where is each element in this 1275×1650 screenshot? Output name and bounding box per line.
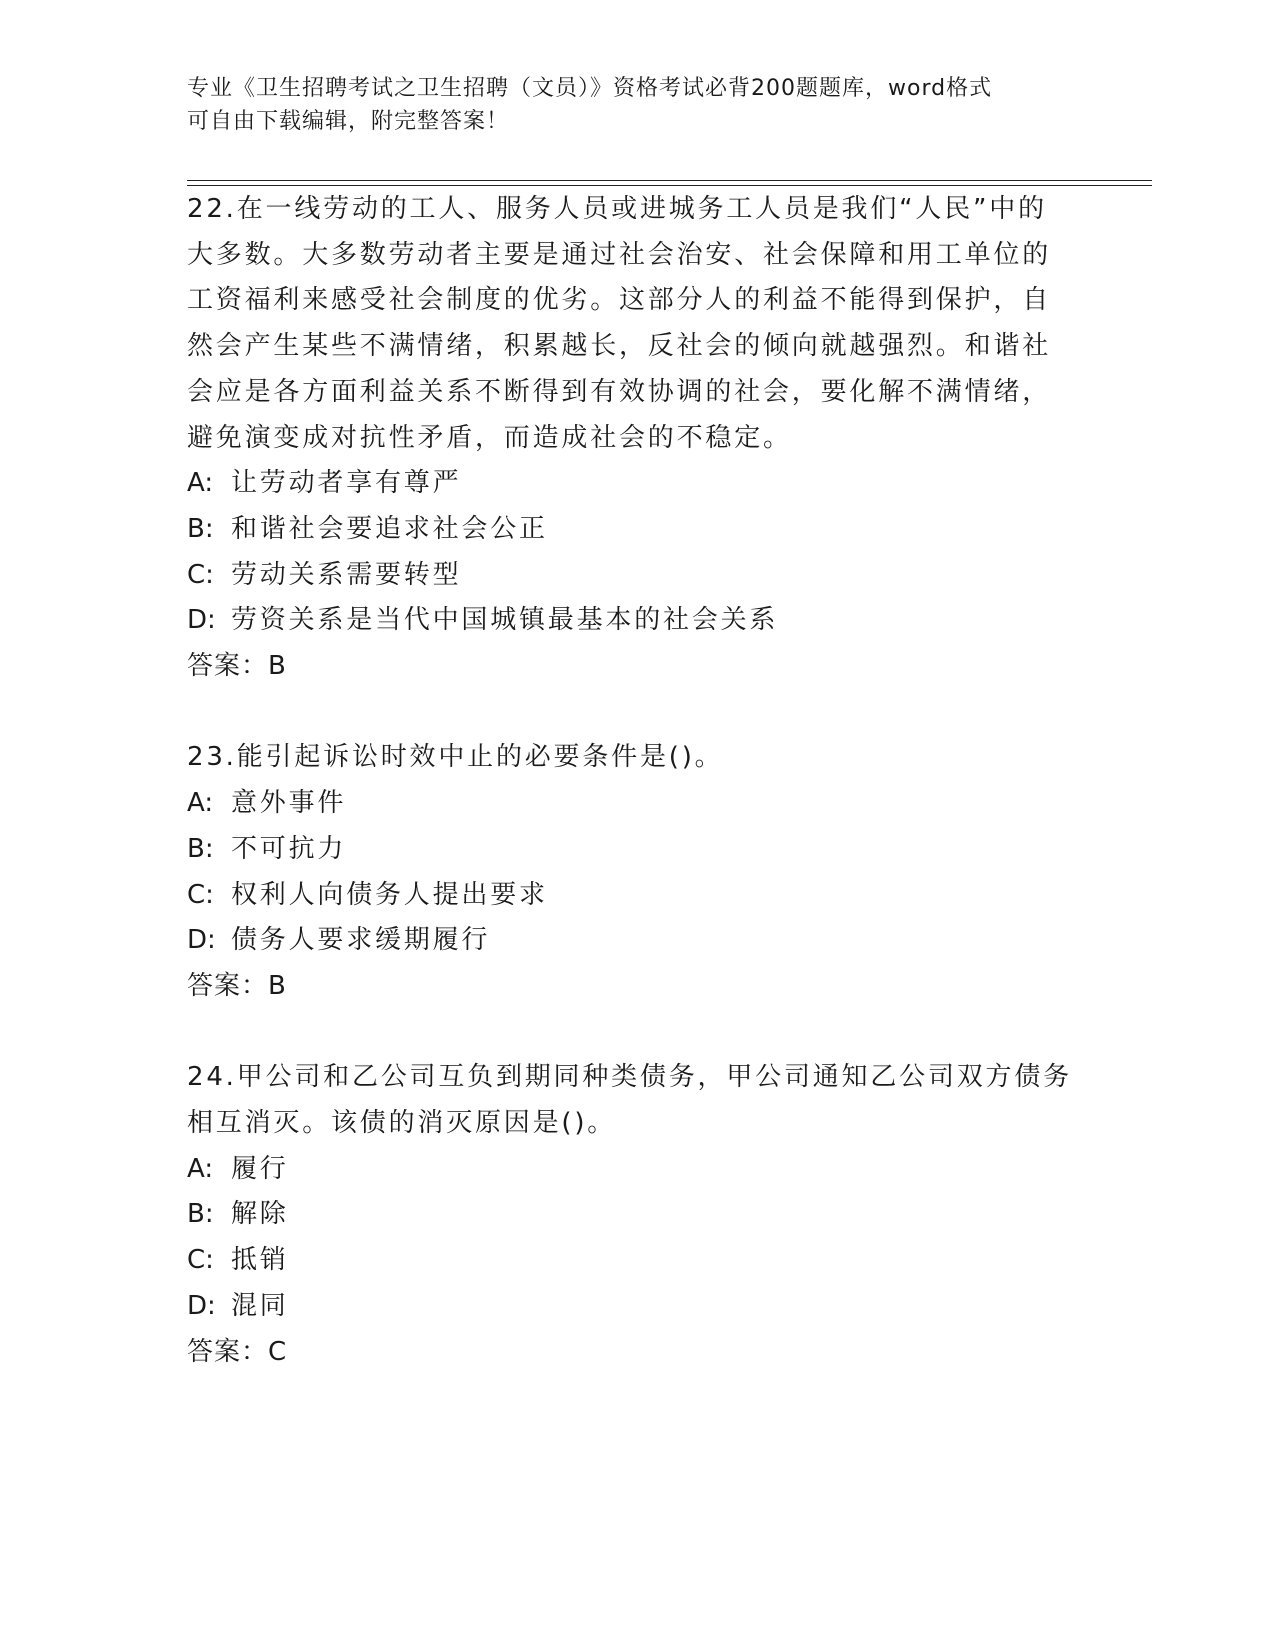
question-24 [187, 1055, 1087, 1375]
document-header [187, 72, 1067, 138]
question-text-line: 大多数。大多数劳动者主要是通过社会治安、社会保障和用工单位的 [187, 239, 1052, 270]
option-letter: C: [187, 879, 214, 910]
question-text-line: 然会产生某些不满情绪，积累越长，反社会的倾向就越强烈。和谐社 [187, 331, 1052, 362]
option-text: 不可抗力 [231, 833, 347, 864]
question-text-line: 相互消灭。该债的消灭原因是()。 [187, 1108, 617, 1139]
option-a [187, 1147, 1087, 1193]
option-text: 意外事件 [231, 788, 347, 819]
option-b [187, 507, 1087, 553]
option-letter: B: [187, 833, 214, 864]
spacer [187, 690, 1087, 736]
option-c [187, 873, 1087, 919]
question-22 [187, 187, 1087, 690]
option-text: 抵销 [231, 1245, 289, 1276]
question-text-line: 避免演变成对抗性矛盾，而造成社会的不稳定。 [187, 422, 792, 453]
option-a [187, 461, 1087, 507]
option-letter: C: [187, 559, 214, 590]
option-letter: D: [187, 1290, 216, 1321]
option-text: 劳动关系需要转型 [231, 559, 462, 590]
option-b [187, 1192, 1087, 1238]
option-a [187, 781, 1087, 827]
option-text: 解除 [231, 1199, 289, 1230]
option-text: 权利人向债务人提出要求 [231, 879, 548, 910]
answer-line: 答案：C [187, 1336, 288, 1367]
question-text-line: 23.能引起诉讼时效中止的必要条件是()。 [187, 742, 724, 773]
question-text-line: 22.在一线劳动的工人、服务人员或进城务工人员是我们“人民”中的 [187, 194, 1047, 224]
option-letter: D: [187, 605, 216, 636]
option-letter: C: [187, 1245, 214, 1276]
header-divider-top [187, 180, 1152, 181]
option-c [187, 1238, 1087, 1284]
header-divider-bottom [187, 185, 1152, 186]
question-23 [187, 735, 1087, 1009]
option-letter: A: [187, 468, 214, 499]
option-d [187, 598, 1087, 644]
header-line-2: 可自由下载编辑，附完整答案！ [187, 109, 510, 134]
option-letter: B: [187, 513, 214, 544]
option-c [187, 553, 1087, 599]
option-text: 让劳动者享有尊严 [231, 468, 462, 499]
option-text: 履行 [231, 1153, 289, 1184]
option-d [187, 918, 1087, 964]
spacer [187, 1010, 1087, 1056]
option-text: 和谐社会要追求社会公正 [231, 513, 548, 544]
option-letter: A: [187, 1153, 214, 1184]
question-text-line: 24.甲公司和乙公司互负到期同种类债务，甲公司通知乙公司双方债务 [187, 1062, 1072, 1093]
question-text-line: 会应是各方面利益关系不断得到有效协调的社会，要化解不满情绪， [187, 376, 1052, 407]
option-letter: B: [187, 1199, 214, 1230]
option-d [187, 1284, 1087, 1330]
option-text: 债务人要求缓期履行 [231, 925, 491, 956]
answer-line: 答案：B [187, 970, 287, 1001]
option-letter: D: [187, 925, 216, 956]
option-letter: A: [187, 788, 214, 819]
question-text-line: 工资福利来感受社会制度的优劣。这部分人的利益不能得到保护，自 [187, 285, 1052, 316]
question-list [187, 187, 1087, 1375]
option-text: 劳资关系是当代中国城镇最基本的社会关系 [231, 605, 779, 636]
option-text: 混同 [231, 1290, 289, 1321]
answer-line: 答案：B [187, 651, 287, 682]
option-b [187, 827, 1087, 873]
header-line-1: 专业《卫生招聘考试之卫生招聘（文员）》资格考试必背200题题库，word格式 [187, 76, 993, 101]
